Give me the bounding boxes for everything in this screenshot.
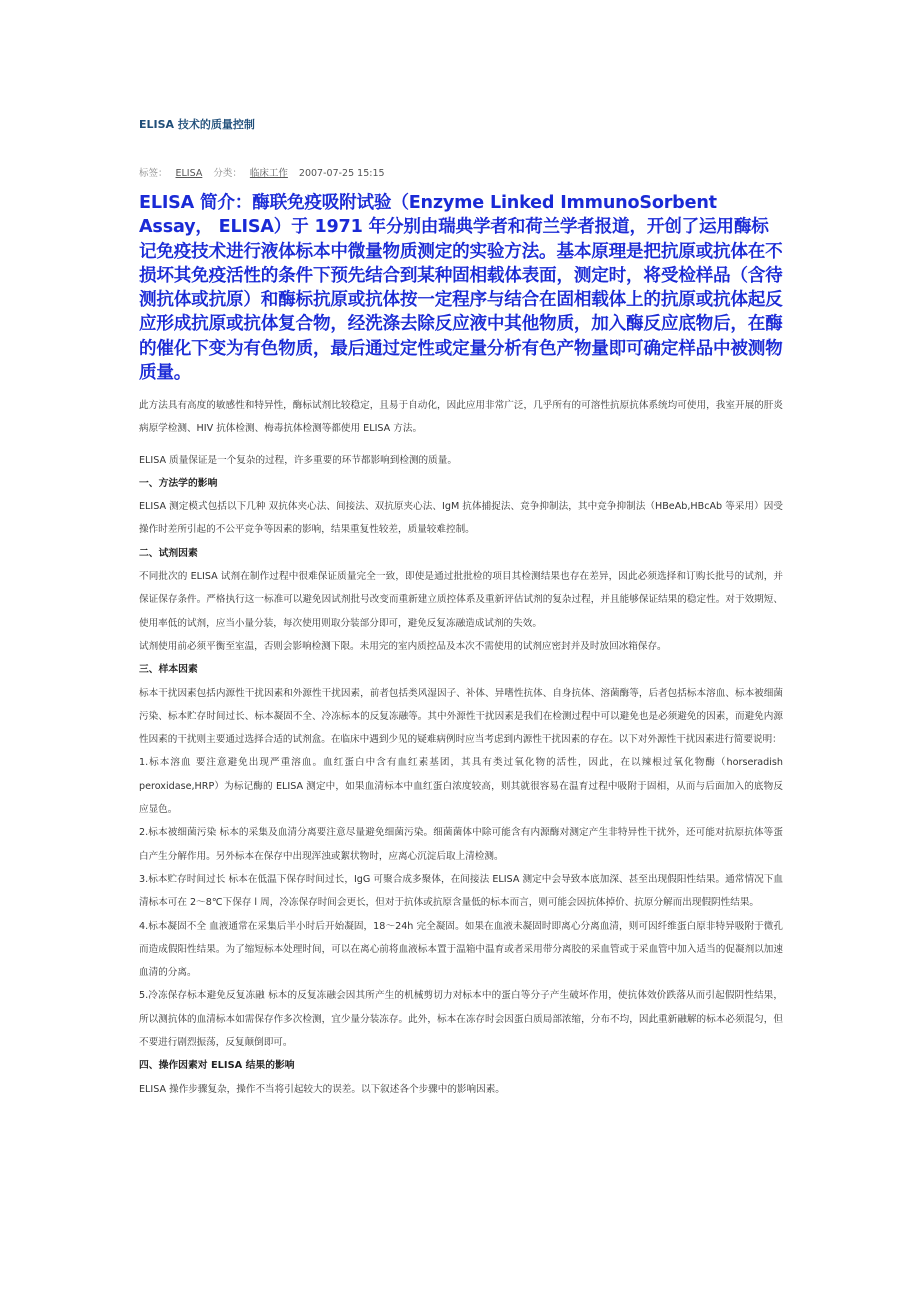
article-body	[139, 394, 783, 1101]
paragraph: 2.标本被细菌污染 标本的采集及血清分离要注意尽量避免细菌污染。细菌菌体中除可能含有内源酶对测定产生非特异性干扰外，还可能对抗原抗体等蛋白产生分解作用。另外标本在保存中出现浑浊或絮状物时，应离心沉淀后取上清检测。	[139, 827, 783, 862]
tag-link-elisa[interactable]: ELISA	[175, 168, 203, 179]
section-heading-reagents: 二、试剂因素	[139, 547, 198, 559]
section-heading-methodology: 一、方法学的影响	[139, 477, 218, 489]
paragraph: 此方法具有高度的敏感性和特异性，酶标试剂比较稳定，且易于自动化，因此应用非常广泛，几乎所有的可溶性抗原抗体系统均可使用，我室开展的肝炎病原学检测、HIV 抗体检测、梅毒抗体检测等都使用 ELISA 方法。	[139, 400, 783, 435]
paragraph: 试剂使用前必须平衡至室温，否则会影响检测下限。未用完的室内质控品及本次不需使用的试剂应密封并及时放回冰箱保存。	[139, 640, 667, 652]
post-meta	[139, 165, 385, 179]
paragraph: 标本干扰因素包括内源性干扰因素和外源性干扰因素，前者包括类风湿因子、补体、异嗜性抗体、自身抗体、溶菌酶等，后者包括标本溶血、标本被细菌污染、标本贮存时间过长、标本凝固不全、冷冻标本的反复冻融等。其中外源性干扰因素是我们在检测过程中可以避免也是必须避免的因素，而避免内源性因素的干扰则主要通过选择合适的试剂盒。在临床中遇到少见的疑难病例时应当考虑到内源性干扰因素的存在。以下对外源性干扰因素进行简要说明：	[139, 687, 783, 746]
paragraph: 4.标本凝固不全 血液通常在采集后半小时后开始凝固，18～24h 完全凝固。如果在血液未凝固时即离心分离血清，则可因纤维蛋白原非特异吸附于微孔而造成假阳性结果。为了缩短标本处理时间，可以在离心前将血液标本置于温箱中温育或者采用带分离胶的采血管或于采血管中加入适当的促凝剂以加速血清的分离。	[139, 920, 783, 979]
paragraph: 不同批次的 ELISA 试剂在制作过程中很难保证质量完全一致，即使是通过批批检的项目其检测结果也存在差异，因此必须选择和订购长批号的试剂，并保证保存条件。严格执行这一标准可以避免因试剂批号改变而重新建立质控体系及重新评估试剂的复杂过程，并且能够保证结果的稳定性。对于效期短、使用率低的试剂，应当小量分装，每次使用则取分装部分即可，避免反复冻融造成试剂的失效。	[139, 571, 783, 629]
intro-paragraph: ELISA 简介：酶联免疫吸附试验（Enzyme Linked ImmunoSorbent Assay， ELISA）于 1971 年分别由瑞典学者和荷兰学者报道，开创了运用酶标记免疫技术进行液体标本中微量物质测定的实验方法。基本原理是把抗原或抗体在不损坏其免疫活性的条件下预先结合到某种固相载体表面，测定时，将受检样品（含待测抗体或抗原）和酶标抗原或抗体按一定程序与结合在固相载体上的抗原或抗体起反应形成抗原或抗体复合物，经洗涤去除反应液中其他物质，加入酶反应底物后，在酶的催化下变为有色物质，最后通过定性或定量分析有色产物量即可确定样品中被测物质量。	[139, 193, 783, 384]
category-link[interactable]: 临床工作	[249, 168, 288, 179]
section-heading-operation: 四、操作因素对 ELISA 结果的影响	[139, 1060, 295, 1072]
section-heading-samples: 三、样本因素	[139, 664, 198, 676]
paragraph: 1.标本溶血 要注意避免出现严重溶血。血红蛋白中含有血红素基团，其具有类过氧化物的活性，因此，在以辣根过氧化物酶（horseradish peroxidase,HRP）为标记酶的 ELISA 测定中，如果血清标本中血红蛋白浓度较高，则其就很容易在温育过程中吸附于固相，从而与后面加入的底物反应显色。	[139, 757, 783, 816]
paragraph: ELISA 质量保证是一个复杂的过程，许多重要的环节都影响到检测的质量。	[139, 454, 457, 466]
page-title: ELISA 技术的质量控制	[139, 118, 255, 131]
paragraph: ELISA 测定模式包括以下几种 双抗体夹心法、间接法、双抗原夹心法、IgM 抗体捕捉法、竞争抑制法，其中竞争抑制法（HBeAb,HBcAb 等采用）因受操作时差所引起的不公平竞争等因素的影响，结果重复性较差，质量较难控制。	[139, 501, 783, 536]
post-datetime: 2007-07-25 15:15	[298, 168, 385, 179]
paragraph: 3.标本贮存时间过长 标本在低温下保存时间过长，IgG 可聚合成多聚体，在间接法 ELISA 测定中会导致本底加深、甚至出现假阳性结果。通常情况下血清标本可在 2～8℃下保存 l 周，冷冻保存时间会更长，但对于抗体或抗原含量低的标本而言，则可能会因抗体掉价、抗原分解而出现假阴性结果。	[139, 873, 783, 909]
paragraph: 5.冷冻保存标本避免反复冻融 标本的反复冻融会因其所产生的机械剪切力对标本中的蛋白等分子产生破坏作用，使抗体效价跌落从而引起假阴性结果，所以测抗体的血清标本如需保存作多次检测，宜少量分装冻存。此外，标本在冻存时会因蛋白质局部浓缩，分布不均，因此重新融解的标本必须混匀，但不要进行剧烈振荡，反复颠倒即可。	[139, 990, 783, 1049]
category-label: 分类：	[213, 168, 242, 179]
tags-label: 标签：	[139, 168, 168, 179]
paragraph: ELISA 操作步骤复杂，操作不当将引起较大的误差。以下叙述各个步骤中的影响因素。	[139, 1083, 505, 1095]
